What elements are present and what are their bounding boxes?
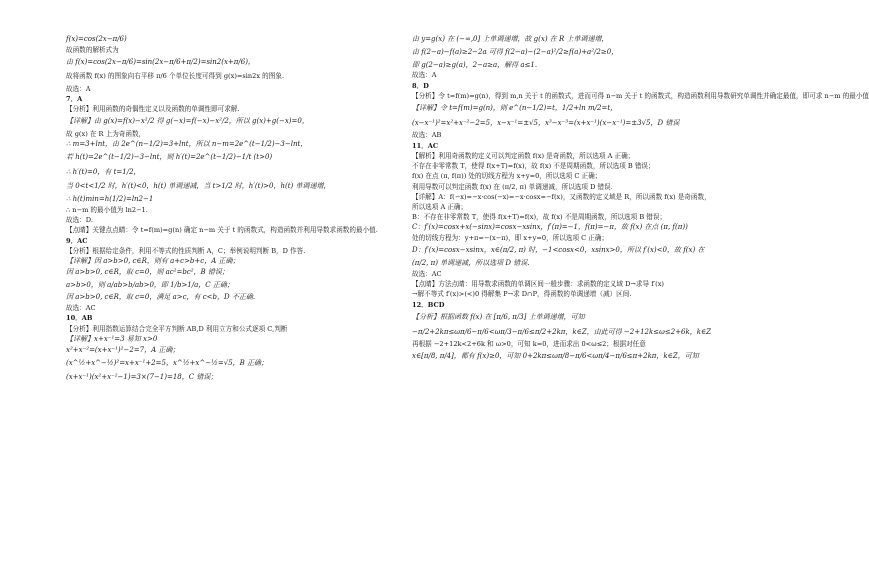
text-line: 【分析】根据给定条件，利用不等式的性质判断 A，C；举例说明判断 B，D 作答. (66, 246, 306, 255)
text-line: ∴ h′(t)=0，有 t=1/2， (66, 167, 141, 176)
text-line: 【分析】令 t=f(m)=g(n)，得到 m,n 关于 t 的函数式，进而可得 n−m 关于 t 的函数式，构造函数利用导数研究单调性并确定最值，即可求 n−m 的最小值 (412, 91, 869, 100)
text-line: ∴ h(t)min=h(1/2)=ln2−1 (66, 195, 154, 204)
text-line: 再根据 −2+12k<2+6k 和 ω>0，可知 k=0，进而求出 0<ω≤2；根据对任意 (412, 340, 646, 349)
text-line: x²+x⁻²=(x+x⁻¹)²−2=7，A 正确； (66, 345, 180, 354)
text-line: x∈[π/8, π/4]，都有 f(x)≥0，可知 0+2kπ≤ωπ/8−π/6<ωπ/4−π/6≤π+2kπ，k∈Z，可知 (412, 352, 699, 361)
text-line: (π/2, π) 单调递减，所以选项 D 错误. (412, 259, 530, 268)
text-line: 因 a>b>0, c∈R，取 c=0，满足 a>c，有 c<b，D 不正确. (66, 293, 256, 302)
text-line: 当 0<t<1/2 时，h′(t)<0，h(t) 单调递减，当 t>1/2 时，h′(t)>0，h(t) 单调递增， (66, 182, 331, 191)
left-column (66, 34, 406, 385)
text-line: f(x) 在点 (π, f(π)) 处的切线方程为 x+y=0，所以选项 C 正确； (412, 172, 602, 181)
text-line: a>b>0，则 a/ab>b/ab>0，即 1/b>1/a，C 正确； (66, 280, 234, 289)
text-line: 【解析】利用奇函数的定义可以判定函数 f(x) 是奇函数，所以选项 A 正确； (412, 151, 635, 160)
text-line: 【详解】因 a>b>0, c∈R，则有 a+c>b+c，A 正确； (66, 257, 240, 265)
answer-heading: 8．D (412, 81, 429, 90)
answer-heading: 9．AC (66, 236, 88, 245)
text-line: 【分析】利用指数运算结合完全平方判断 AB,D 利用立方和公式逐项 C,判断 (66, 324, 288, 333)
text-line: (x−x⁻¹)²=x²+x⁻²−2=5，x−x⁻¹=±√5，x³−x⁻³=(x+x⁻¹)(x−x⁻¹)=±3√5，D 错误 (412, 118, 680, 127)
text-line: 由 y=g(x) 在 (−∞,0] 上单调递增，故 g(x) 在 R 上单调递增， (412, 35, 609, 43)
text-line: 利用导数可以判定函数 f(x) 在 (π/2, π) 单调递减，所以选项 D 错误. (412, 182, 613, 191)
text-line: 故选：D. (66, 216, 93, 225)
text-line: 即 g(2−a)≥g(a)，2−a≥a，解得 a≤1. (412, 60, 538, 69)
text-line: f(x)=cos(2x−π/6) (66, 35, 127, 43)
right-column (412, 34, 869, 364)
text-line: 所以选项 A 正确； (412, 202, 468, 211)
answer-heading: 10．AB (66, 314, 93, 323)
text-line: 【详解】令 t=f(m)=g(n)，则 e^(n−1/2)=t，1/2+ln m/2=t， (412, 104, 618, 113)
text-line: 故将函数 f(x) 的图象向右平移 π/6 个单位长度可得到 g(x)=sin2x 的图象. (66, 71, 285, 80)
answer-heading: 11．AC (412, 141, 439, 150)
text-line: 【点睛】关键点点睛：令 t=f(m)=g(n) 确定 n−m 关于 t 的函数式，构造函数并利用导数求函数的最小值. (66, 226, 378, 235)
answer-heading: 7．A (66, 94, 83, 103)
text-line: 故选：AC (66, 304, 96, 313)
text-line: −π/2+2kπ≤ωπ/6−π/6<ωπ/3−π/6≤π/2+2kπ，k∈Z，由此可得 −2+12k≤ω≤2+6k，k∈Z (412, 327, 711, 336)
text-line: 故选：A (66, 84, 91, 93)
text-line: C：f′(x)=cosx+x(−sinx)=cosx−xsinx，f′(π)=−1，f(π)=−π，故 f(x) 在点 (π, f(π)) (412, 223, 688, 232)
text-line: 故选：AB (412, 131, 442, 140)
text-line: 故选：AC (412, 269, 442, 278)
text-line: ∴ m=3+lnt，由 2e^(n−1/2)=3+lnt，所以 n−m=2e^(t−1/2)−3−lnt， (66, 140, 308, 149)
text-line: 【分析】利用函数的奇偶性定义以及函数的单调性即可求解. (66, 105, 240, 114)
text-line: 【分析】根据函数 f(x) 在 [π/6, π/3] 上单调递增，可知 (412, 312, 585, 321)
text-line: 因 a>b>0, c∈R，取 c=0，则 ac²=bc²，B 错误； (66, 267, 229, 276)
answer-heading: 12．BCD (412, 300, 445, 309)
text-line: ∴ n−m 的最小值为 ln2−1. (66, 205, 148, 214)
text-line: 【点睛】方法点睛：用导数求函数的单调区间一般步骤：求函数的定义域 D→求导 f′(x) (412, 280, 664, 289)
text-line: 【详解】x+x⁻¹=3 易知 x>0 (66, 334, 158, 343)
text-line: →解不等式 f′(x)>(<)0 得解集 P→求 D∩P，得函数的单调递增（减）区间. (412, 290, 632, 299)
text-line: 【详解】由 g(x)=f(x)−x²/2 得 g(−x)=f(−x)−x²/2，所以 g(x)+g(−x)=0， (66, 117, 309, 126)
text-line: 【详解】A：f(−x)=−x·cos(−x)=−x·cosx=−f(x)，又函数的定义域是 R，所以函数 f(x) 是奇函数， (412, 192, 711, 201)
text-line: (x+x⁻¹)(x²+x⁻²−1)=3×(7−1)=18，C 错误； (66, 373, 218, 382)
text-line: (x^½+x^−½)²=x+x⁻¹+2=5，x^½+x^−½=√5，B 正确； (66, 358, 269, 367)
text-line: D：f′(x)=cosx−xsinx，x∈(π/2, π) 时，−1<cosx<0，xsinx>0，所以 f′(x)<0，故 f(x) 在 (412, 246, 705, 255)
text-line: 故函数的解析式为 (66, 45, 119, 54)
text-line: 由 f(2−a)−f(a)≥2−2a 可得 f(2−a)−(2−a)²/2≥f(a)+a²/2≥0， (412, 47, 619, 56)
text-line: 若 h(t)=2e^(t−1/2)−3−lnt，则 h′(t)=2e^(t−1/2)−1/t (t>0) (66, 153, 273, 161)
text-line: 处的切线方程为：y+π=−(x−π)，即 x+y=0，所以选项 C 正确； (412, 234, 609, 243)
text-line: 不存在非零常数 T，使得 f(x+T)=f(x)，故 f(x) 不是周期函数，所以选项 B 错误； (412, 162, 655, 171)
text-line: 由 f(x)=cos(2x−π/6)=sin(2x−π/6+π/2)=sin2(x+π/6)， (66, 58, 255, 67)
text-line: 故 g(x) 在 R 上为奇函数， (66, 129, 146, 138)
text-line: 故选：A (412, 71, 437, 80)
text-line: B：不存在非零常数 T，使得 f(x+T)=f(x)，故 f(x) 不是周期函数，所以选项 B 错误； (412, 213, 667, 222)
